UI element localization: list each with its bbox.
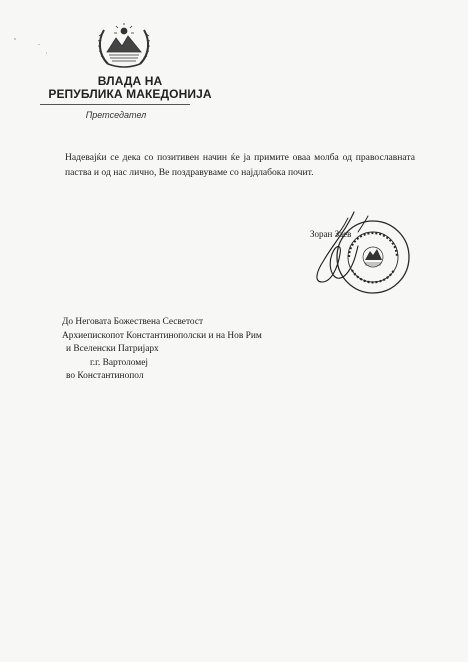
address-line: Архиепископот Константинополски и на Нов Рим [62,330,262,341]
header-divider [40,104,190,105]
signer-name: Зоран Заев [310,229,352,239]
handwritten-signature-icon [296,210,386,295]
government-line2: РЕПУБЛИКА МАКЕДОНИЈА [48,87,212,101]
office-title: Претседател [85,110,147,120]
recipient-address [62,316,392,384]
coat-of-arms-icon [96,22,152,70]
paper-speck [38,44,40,45]
body-paragraph: Надевајќи се дека со позитивен начин ќе ја примите оваа молба од православната паства и од нас лично, Ве поздравуваме со најдлабока почит. [65,152,415,178]
address-line: и Вселенски Патријарх [66,344,159,354]
government-title [0,75,260,101]
address-line: г.г. Вартоломеј [90,357,149,368]
address-line: До Неговата Божествена Сесветост [62,317,204,327]
government-line1: ВЛАДА НА [97,74,163,88]
paper-speck [14,38,16,40]
paper-speck [46,52,47,54]
address-line: во Константинопол [66,371,144,381]
